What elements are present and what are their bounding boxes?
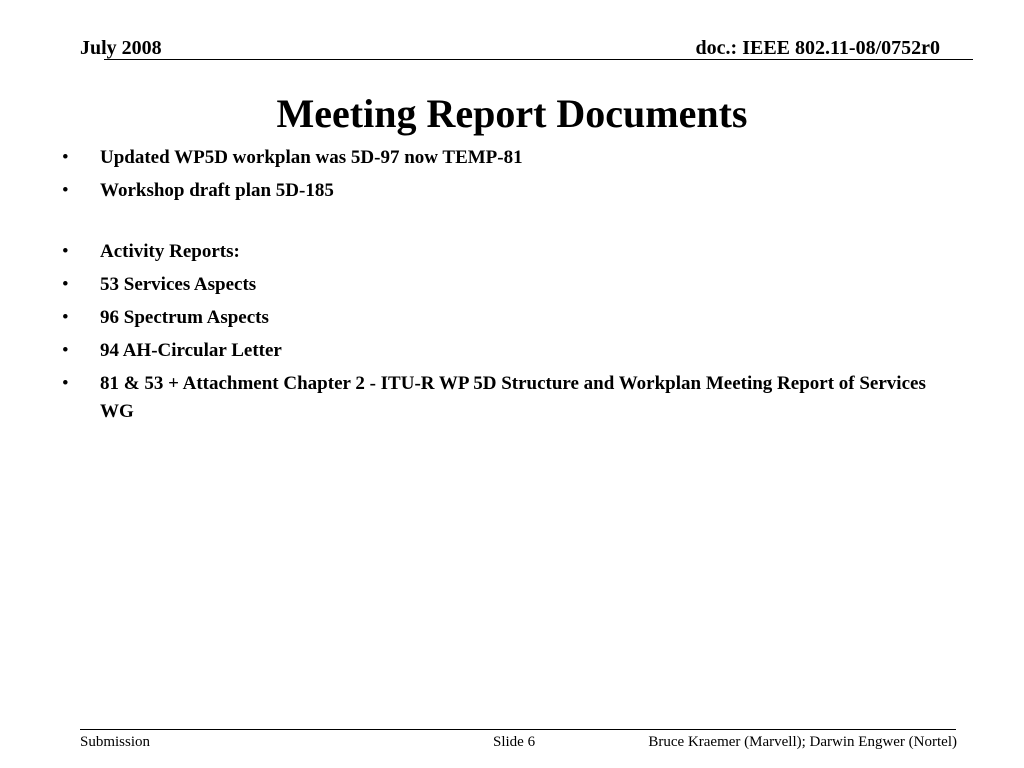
bullet-text: 96 Spectrum Aspects — [100, 307, 269, 328]
bullet-item — [60, 177, 930, 205]
footer-authors: Bruce Kraemer (Marvell); Darwin Engwer (Nortel) — [648, 734, 957, 750]
slide-title: Meeting Report Documents — [276, 91, 748, 136]
bullet-item — [60, 144, 930, 172]
bullet-text: 53 Services Aspects — [100, 274, 257, 295]
header-date: July 2008 — [80, 37, 162, 59]
bullet-icon: • — [62, 180, 69, 201]
bullet-text: Workshop draft plan 5D-185 — [100, 180, 334, 201]
bullet-item — [60, 271, 930, 299]
bullet-text: Activity Reports: — [100, 241, 240, 262]
header-divider — [104, 59, 973, 60]
bullet-text: Updated WP5D workplan was 5D-97 now TEMP-81 — [100, 147, 523, 168]
bullet-icon: • — [62, 241, 69, 262]
footer-slide-number: Slide 6 — [493, 734, 536, 750]
bullet-icon: • — [62, 373, 69, 394]
bullet-item — [60, 337, 930, 365]
footer-submission: Submission — [80, 734, 151, 750]
footer-divider — [80, 729, 956, 730]
bullet-text: 81 & 53 + Attachment Chapter 2 - ITU-R WP 5D Structure and Workplan Meeting Report of Services WG — [100, 373, 926, 422]
bullet-item — [60, 238, 930, 266]
bullet-icon: • — [62, 147, 69, 168]
bullet-icon: • — [62, 307, 69, 328]
bullet-icon: • — [62, 274, 69, 295]
header-doc-id: doc.: IEEE 802.11-08/0752r0 — [695, 37, 940, 59]
bullet-item — [60, 304, 930, 332]
bullet-icon: • — [62, 340, 69, 361]
bullet-item — [60, 370, 930, 426]
bullet-list — [60, 144, 930, 431]
bullet-text: 94 AH-Circular Letter — [100, 340, 282, 361]
